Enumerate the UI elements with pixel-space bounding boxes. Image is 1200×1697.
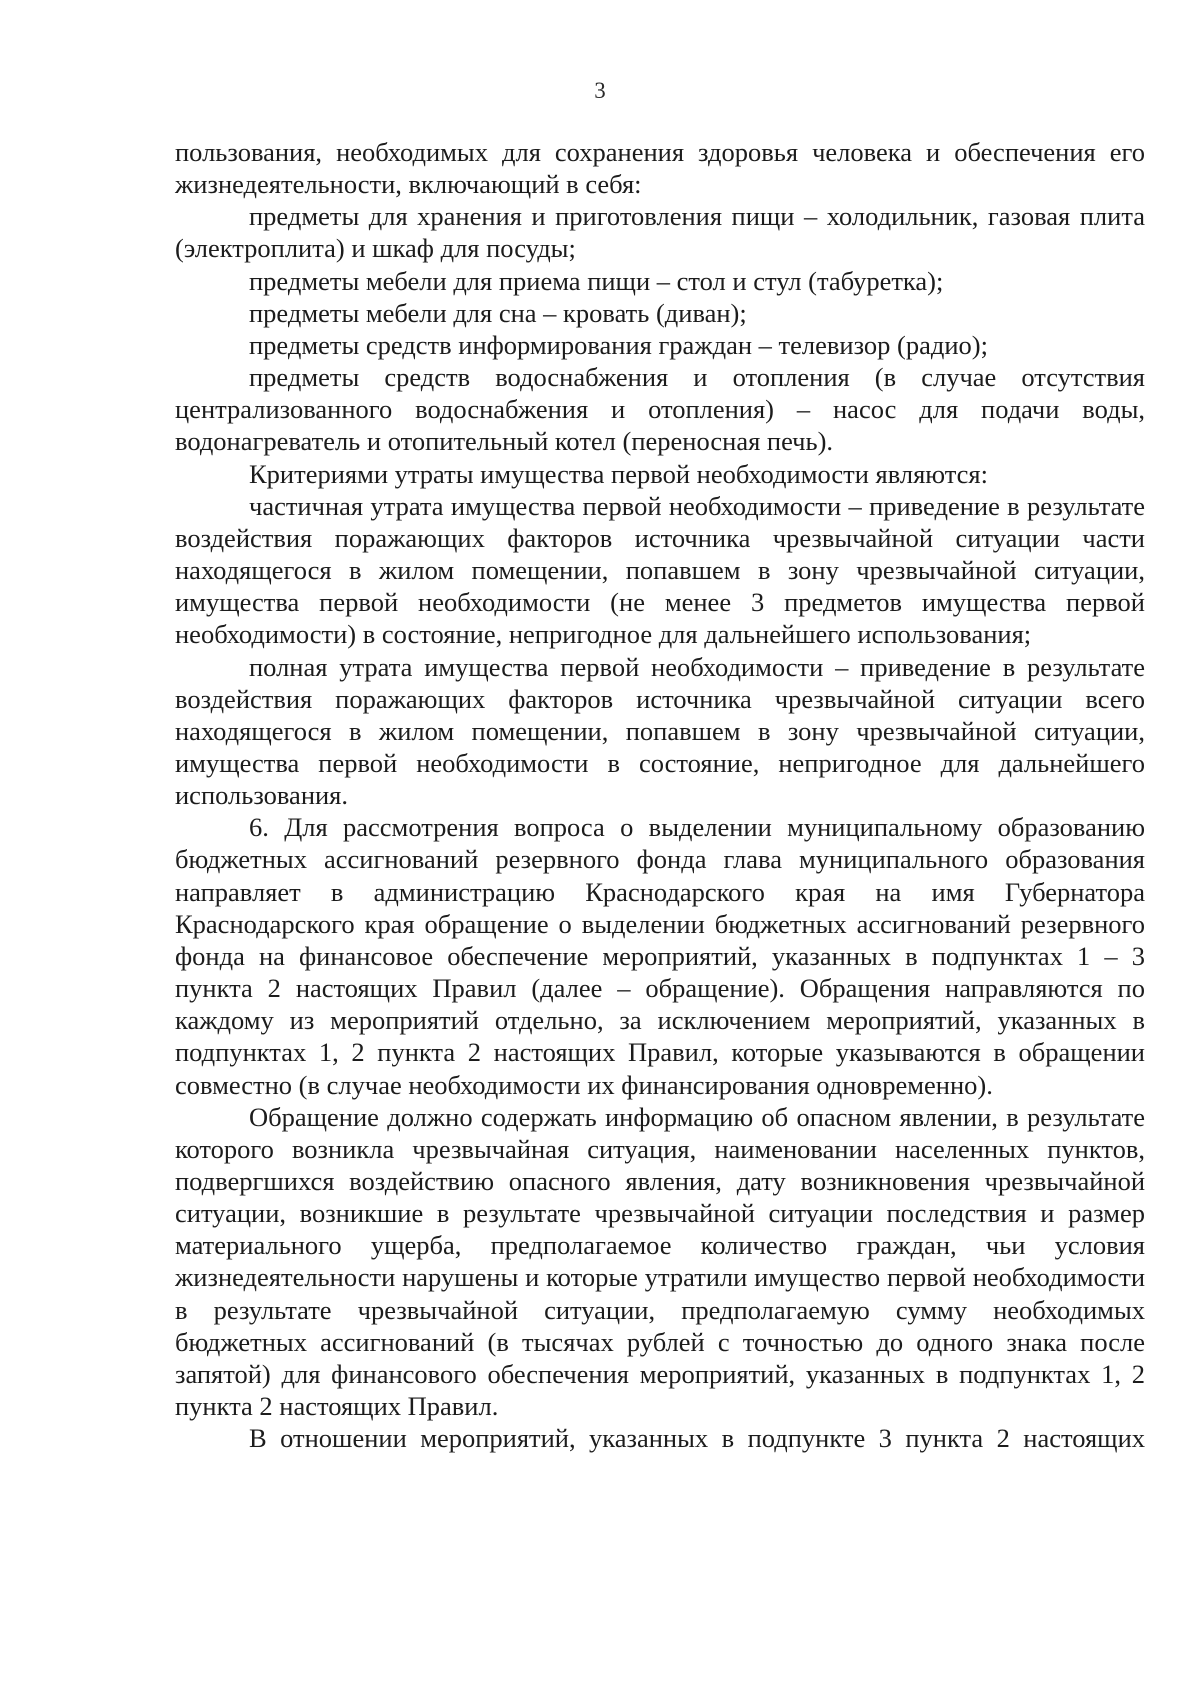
paragraph: предметы мебели для приема пищи – стол и стул (табуретка); (249, 265, 944, 296)
paragraph: полная утрата имущества первой необходимости – приведение в результате воздействия поражающих факторов источника чрезвычайной ситуации всего находящегося в жилом помещении, попавшем в зону чрезвычайной ситуации, имущества первой необходимости в состояние, непригодное для дальнейшего использования. (175, 651, 1145, 811)
paragraph: В отношении мероприятий, указанных в подпункте 3 пункта 2 настоящих (249, 1423, 1145, 1454)
paragraph: Критериями утраты имущества первой необходимости являются: (249, 458, 988, 489)
paragraph: 6. Для рассмотрения вопроса о выделении муниципальному образованию бюджетных ассигнований резервного фонда глава муниципального образования направляет в администрацию Краснодарского края на имя Губернатора Краснодарского края обращение о выделении бюджетных ассигнований резервного фонда на финансовое обеспечение мероприятий, указанных в подпунктах 1 – 3 пункта 2 настоящих Правил (далее – обращение). Обращения направляются по каждому из мероприятий отдельно, за исключением мероприятий, указанных в подпунктах 1, 2 пункта 2 настоящих Правил, которые указываются в обращении совместно (в случае необходимости их финансирования одновременно). (175, 812, 1145, 1100)
document-body (175, 136, 1145, 1454)
paragraph: предметы для хранения и приготовления пищи – холодильник, газовая плита (электроплита) и шкаф для посуды; (175, 201, 1145, 264)
paragraph: предметы мебели для сна – кровать (диван); (249, 297, 747, 328)
paragraph: предметы средств информирования граждан – телевизор (радио); (249, 329, 988, 360)
paragraph: частичная утрата имущества первой необходимости – приведение в результате воздействия поражающих факторов источника чрезвычайной ситуации части находящегося в жилом помещении, попавшем в зону чрезвычайной ситуации, имущества первой необходимости (не менее 3 предметов имущества первой необходимости) в состояние, непригодное для дальнейшего использования; (175, 490, 1145, 650)
page-number: 3 (594, 78, 606, 103)
paragraph: Обращение должно содержать информацию об опасном явлении, в результате которого возникла чрезвычайная ситуация, наименовании населенных пунктов, подвергшихся воздействию опасного явления, дату возникновения чрезвычайной ситуации, возникшие в результате чрезвычайной ситуации последствия и размер материального ущерба, предполагаемое количество граждан, чьи условия жизнедеятельности нарушены и которые утратили имущество первой необходимости в результате чрезвычайной ситуации, предполагаемую сумму необходимых бюджетных ассигнований (в тысячах рублей с точностью до одного знака после запятой) для финансового обеспечения мероприятий, указанных в подпунктах 1, 2 пункта 2 настоящих Правил. (175, 1101, 1145, 1422)
paragraph: предметы средств водоснабжения и отопления (в случае отсутствия централизованного водоснабжения и отопления) – насос для подачи воды, водонагреватель и отопительный котел (переносная печь). (175, 362, 1145, 457)
paragraph: пользования, необходимых для сохранения здоровья человека и обеспечения его жизнедеятельности, включающий в себя: (175, 137, 1145, 200)
